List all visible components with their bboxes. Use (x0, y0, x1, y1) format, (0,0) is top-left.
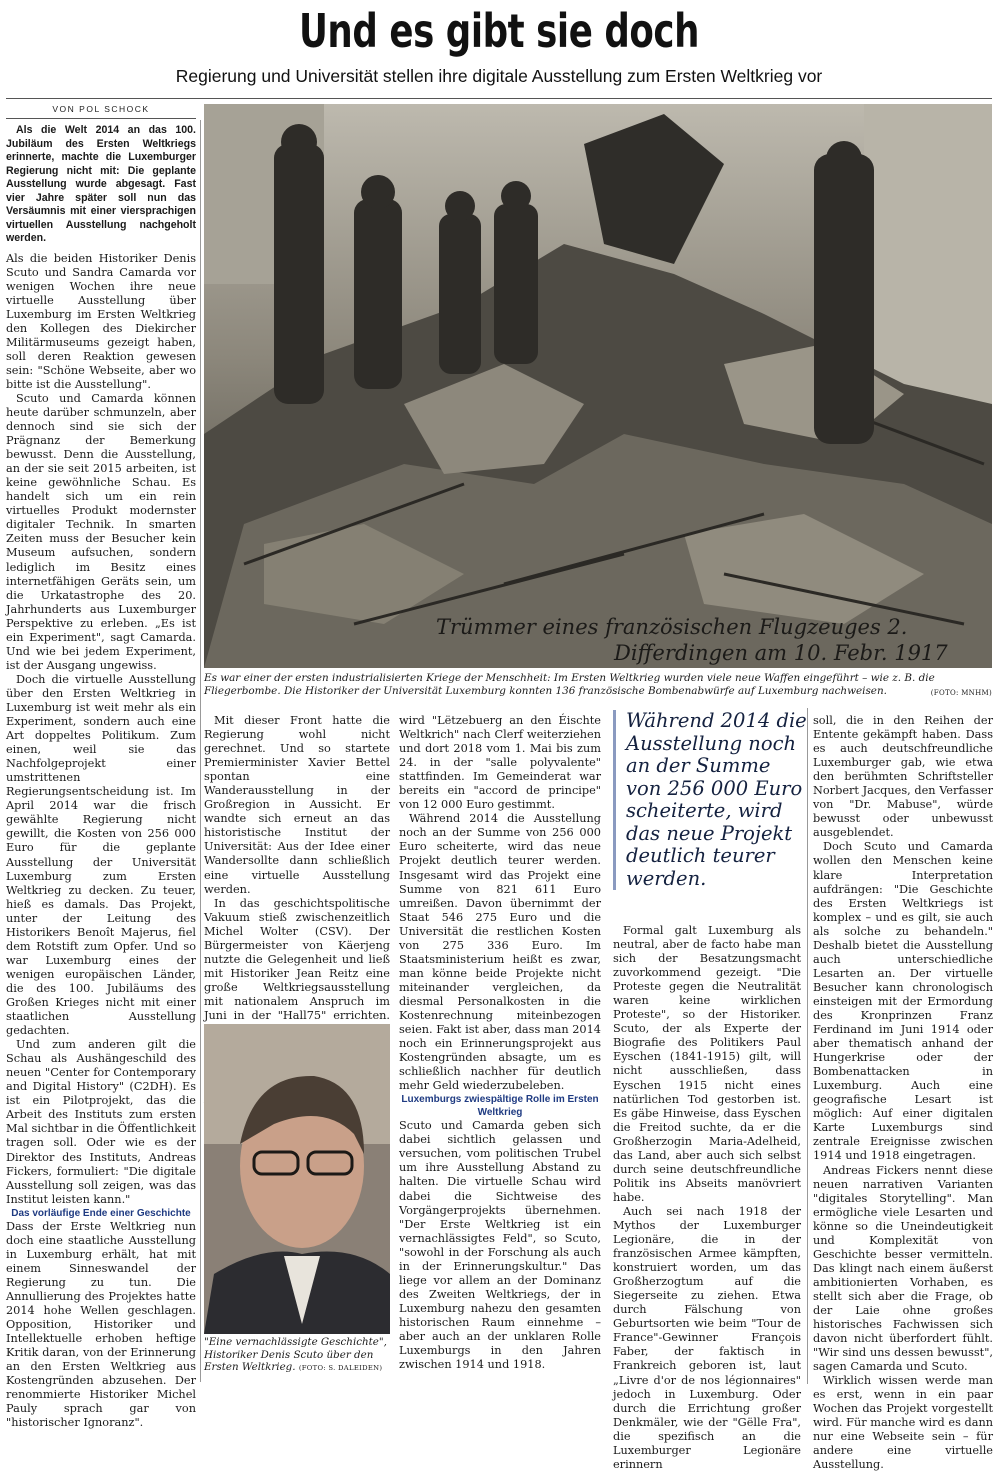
paragraph: Wirklich wissen werde man es erst, wenn in ein paar Wochen das Projekt vorgestellt wird. Für manche wird es dann nur eine Webseite sein – für andere eine virtuelle Ausstellung. (813, 1374, 993, 1472)
subheadline: Regierung und Universität stellen ihre digitale Ausstellung zum Ersten Weltkrieg vor (175, 66, 823, 86)
paragraph: Doch die virtuelle Ausstellung über den Ersten Weltkrieg in Luxemburg ist weit mehr als ein Experiment, sondern auch eine Art doppeltes Politikum. Zum einen, weil sie das Nachfolgeprojekt einer umstrittenen Regierungsentscheidung ist. Im April 2014 war die frisch gewählte Regierung nicht gewillt, die Kosten von 256 000 Euro für die geplante Ausstellung der Universität Luxemburg zum Ersten Weltkrieg zu decken. Zu teuer, hieß es damals. Das Projekt, unter der Leitung des Historikers Benoît Majerus, fiel dem Rotstift zum Opfer. Und so war Luxemburg eines der wenigen europäischen Länder, die des 100. Jubiläums des Großen Krieges nicht mit einer staatlichen Ausstellung gedachten. (6, 672, 196, 1038)
paragraph: Als die beiden Historiker Denis Scuto und Sandra Camarda vor wenigen Wochen ihre neue virtuelle Ausstellung über Luxemburg im Ersten Weltkrieg den Kollegen des Diekircher Militärmuseums gezeigt haben, soll deren Reaktion gewesen sein: "Schöne Webseite, aber wo bitte ist die Ausstellung". (6, 251, 196, 391)
photo-inscription-line1: Trümmer eines französischen Flugzeuges 2. (436, 615, 908, 639)
paragraph: Mit dieser Front hatte die Regierung wohl nicht gerechnet. Und so startete Premierminister Xavier Bettel spontan eine Wanderausstellung in der Großregion in Aussicht. Er wandte sich erneut an das historistische Institut der Universität: Aus der Idee einer Wandersollte dann schließlich eine virtuelle Ausstellung werden. (204, 714, 390, 896)
article-column-2 (204, 714, 390, 1020)
paragraph: Dass der Erste Weltkrieg nun doch eine staatliche Ausstellung in Luxemburg erhält, hat mit einem Sinneswandel der Regierung zu tun. Die Annullierung des Projektes hatte 2014 hohe Wellen geschlagen. Opposition, Historiker und Intellektuelle erhoben heftige Kritik daran, von der Erinnerung an den Ersten Weltkrieg aus Kostengründen abzusehen. Der renommierte Historiker Michel Pauly sprach gar von "historischer Ignoranz". (6, 1219, 196, 1430)
main-photo (204, 104, 992, 668)
portrait-credit: (FOTO: S. DALEIDEN) (298, 1364, 383, 1373)
paragraph: Während 2014 die Ausstellung noch an der Summe von 256 000 Euro scheiterte, wird das neue Projekt deutlich teurer werden. Insgesamt wird das Projekt eine Summe von 821 611 Euro umreißen. Davon übernimmt der Staat 546 275 Euro und die Universität die restlichen Kosten von 275 336 Euro. Im Staatsministerium heißt es zwar, man könne beide Projekte nicht miteinander vergleichen, da diesmal Personalkosten in die Kostenrechnung miteinbezogen seien. Fakt ist aber, dass man 2014 noch ein Erinnerungsprojekt aus Kostengründen absagte, um es schließlich nachher für deutlich mehr Geld wiederzubeleben. (399, 812, 601, 1093)
article-lead: Als die Welt 2014 an das 100. Jubiläum des Ersten Weltkriegs erinnerte, machte die Luxemburger Regierung nicht mit: Die geplante Ausstellung wurde abgesagt. Fast vier Jahre später soll nun das Versäumnis mit einer viersprachigen virtuellen Ausstellung nachgeholt werden. (6, 124, 196, 244)
article-column-3 (399, 714, 601, 1384)
paragraph: Und zum anderen gilt die Schau als Aushängeschild des neuen "Center for Contemporary and Digital History" (C2DH). Es ist ein Pilotprojekt, das die Arbeit des Instituts zum ersten Mal sichtbar in die Öffentlichkeit tragen soll. Oder wie es der Direktor des Instituts, Andreas Fickers, formuliert: "Die digitale Ausstellung soll zeigen, was das Institut leisten kann." (6, 1038, 196, 1206)
photo-caption (204, 672, 992, 700)
article-column-4 (613, 924, 801, 1471)
paragraph: Auch sei nach 1918 der Mythos der Luxemburger Legionäre, die in der französischen Armee kämpften, konstruiert worden, um das Großherzogtum auf die Siegerseite zu ziehen. Etwa durch Fälschung von Geburtsorten wie beim "Tour de France"-Gewinner François Faber, der faktisch in Frankreich geboren ist, laut „Livre d'or de nos légionnaires" jedoch in Luxemburg. Oder durch die Errichtung großer Denkmäler, wie der "Gëlle Fra", die spezifisch an die Luxemburger Legionäre erinnern (613, 1204, 801, 1471)
paragraph: In das geschichtspolitische Vakuum stieß zwischenzeitlich Michel Wolter (CSV). Der Bürgermeister von Käerjeng nutzte die Gelegenheit und ließ mit Historiker Jean Reitz eine große Weltkriegsausstellung mit nationalem Anspruch im Juni in der "Hall75" errichten. (204, 896, 390, 1022)
portrait-caption-text: "Eine vernachlässigte Geschichte", Historiker Denis Scuto über den Ersten Weltkrieg. (204, 1336, 387, 1374)
article-column-5 (813, 714, 993, 1472)
byline: VON POL SCHOCK (52, 104, 150, 114)
paragraph: Andreas Fickers nennt diese neuen narrativen Varianten "digitales Storytelling". Man ermögliche viele Lesarten und könne so die Uneindeutigkeit und Komplexität von Geschichte besser vermitteln. Das klingt nach einem äußerst ambitionierten Vorhaben, es stellt sich aber die Frage, ob der Laie ohne großes historisches Fachwissen sich davon nicht überfordert fühlt. "Wir sind uns dessen bewusst", sagen Camarda und Scuto. (813, 1163, 993, 1374)
photo-inscription-line2: Differdingen am 10. Febr. 1917 (614, 641, 948, 665)
headline: Und es gibt sie doch (298, 4, 700, 58)
article-column-1 (6, 124, 196, 1430)
paragraph: Formal galt Luxemburg als neutral, aber de facto habe man sich der Besatzungsmacht zuvorkommend gezeigt. "Die Proteste gegen die Neutralität waren keine wirklichen Proteste", so der Historiker. Scuto, der als Experte der Biografie des Politikers Paul Eyschen (1841-1915) gilt, will nicht ausschließen, dass Eyschen 1915 nicht eines natürlichen Tod gestorben ist. Es gäbe Hinweise, dass Eyschen die Freitod suchte, da er die Großherzogin Maria-Adelheid, das Land, aber auch sich selbst durch seine deutschfreundliche Politik ins Abseits manövriert habe. (613, 924, 801, 1204)
portrait-caption (204, 1336, 390, 1375)
top-rule (6, 98, 992, 99)
subheading: Luxemburgs zwiespältige Rolle im Ersten Weltkrieg (401, 1094, 599, 1119)
paragraph: Scuto und Camarda geben sich dabei sichtlich gelassen und versuchen, vom politischen Trubel um ihre Ausstellung Abstand zu halten. Die virtuelle Schau wird dabei die Sichtweise des Vorgängerprojekts übernehmen. "Der Erste Weltkrieg ist ein vernachlässigtes Feld", so Scuto, "sowohl in der Forschung als auch in der Erinnerungskultur." Das liege vor allem an der Dominanz des Zweiten Weltkriegs, der in Luxemburg nahezu den gesamten historischen Raum einnehme – aber auch an der unklaren Rolle Luxemburgs in den Jahren zwischen 1914 und 1918. (399, 1119, 601, 1372)
column-rule (200, 120, 201, 1382)
paragraph: wird "Lëtzebuerg an den Éischte Weltkrich" nach Clerf weiterziehen und dort 2018 vom 1. Mai bis zum 24. in der "salle polyvalente" stattfinden. Im Gemeinderat war bereits ein "accord de principe" von 12 000 Euro gestimmt. (399, 714, 601, 812)
portrait-photo (204, 1024, 390, 1334)
subheading: Das vorläufige Ende einer Geschichte (11, 1207, 191, 1219)
paragraph: soll, die in den Reihen der Entente gekämpft haben. Dass es auch deutschfreundliche Luxemburger gab, wie etwa den berühmten Schriftsteller Norbert Jacques, den Verfasser von "Dr. Mabuse", würde bewusst oder unbewusst ausgeblendet. (813, 714, 993, 840)
paragraph: Doch Scuto und Camarda wollen den Menschen keine klare Interpretation aufdrängen: "Die Geschichte des Ersten Weltkriegs ist komplex – und es gilt, sie auch als solche zu behandeln." Deshalb bietet die Ausstellung auch unterschiedliche Lesarten an. Der virtuelle Besucher kann chronologisch einsteigen mit der Ermordung des Kronprinzen Franz Ferdinand im Juni 1914 oder aber thematisch anhand der Hungerkrise oder der Bombenattacken in Luxemburg. Auch eine geografische Lesart ist möglich: Auf einer digitalen Karte Luxemburgs sind zentrale Ereignisse zwischen 1914 und 1918 eingetragen. (813, 840, 993, 1163)
paragraph: Scuto und Camarda können heute darüber schmunzeln, aber dennoch sind sie sich der Prägnanz der Bemerkung bewusst. Denn die Ausstellung, an der sie seit 2015 arbeiten, ist keine gewöhnliche Schau. Es handelt sich um ein rein virtuelles Produkt modernster digitaler Technik. In smarten Zeiten muss der Besucher kein Museum aufsuchen, sondern lediglich im Besitz eines internetfähigen Geräts sein, um die Urkatastrophe des 20. Jahrhunderts aus Luxemburger Perspektive zu erleben. „Es ist ein Experiment", sagt Camarda. Und wie bei jedem Experiment, ist der Ausgang ungewiss. (6, 391, 196, 672)
photo-credit: (FOTO: MNHM) (930, 689, 992, 697)
photo-caption-text: Es war einer der ersten industrialisierten Kriege der Menschheit: Im Ersten Weltkrieg wurden viele neue Waffen eingeführt – wie z. B. die Fliegerbombe. Die Historiker der Universität Luxemburg konnten 136 französische Bombenabwürfe auf Luxemburg nachweisen. (204, 672, 935, 697)
pull-quote: Während 2014 die Ausstellung noch an der Summe von 256 000 Euro scheiterte, wird das neue Projekt deutlich teurer werden. (613, 710, 810, 890)
byline-rule (6, 118, 196, 119)
